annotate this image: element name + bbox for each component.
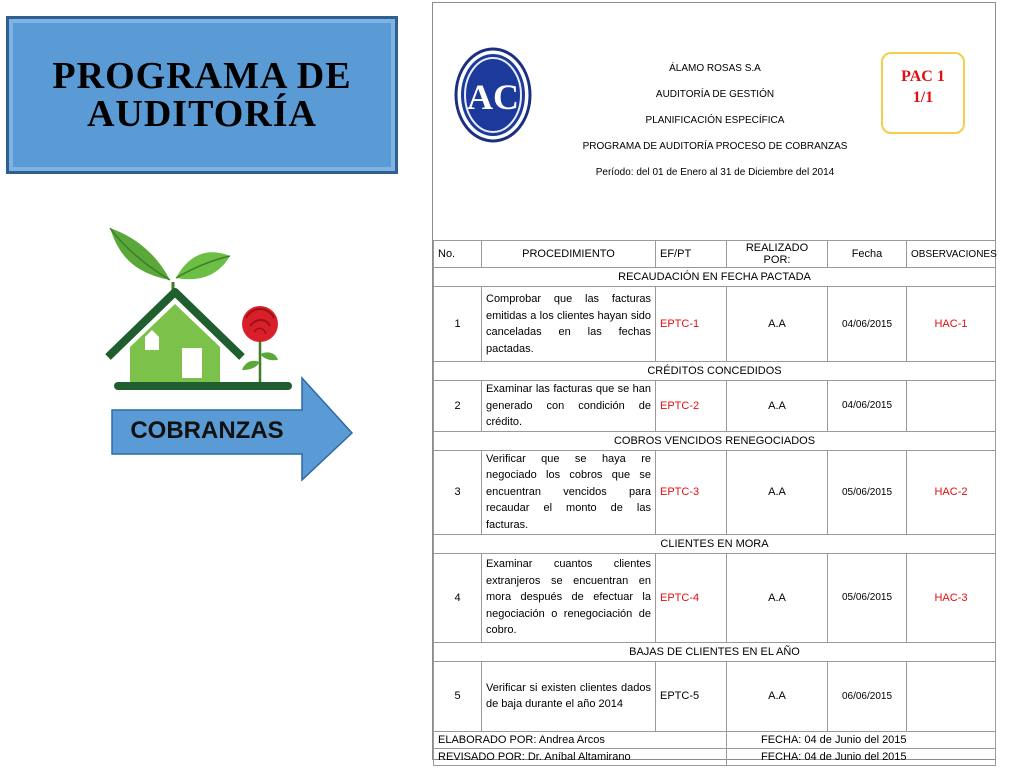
program-title-box (6, 16, 398, 174)
table-row (434, 553, 996, 642)
row-efpt: EPTC-3 (656, 450, 727, 534)
row-realizado-por: A.A (727, 553, 828, 642)
row-realizado-por: A.A (727, 287, 828, 362)
row-procedure: Examinar las facturas que se han generado con condición de crédito. (482, 381, 656, 432)
row-fecha: 05/06/2015 (828, 553, 907, 642)
row-efpt: EPTC-5 (656, 661, 727, 731)
row-fecha: 05/06/2015 (828, 450, 907, 534)
row-realizado-por: A.A (727, 661, 828, 731)
company-name: ÁLAMO ROSAS S.A (669, 63, 761, 74)
row-realizado-por: A.A (727, 381, 828, 432)
program-title-line1: PROGRAMA DE (52, 55, 352, 97)
row-observaciones (907, 381, 996, 432)
pac-reference-box (881, 52, 965, 134)
row-no: 1 (434, 287, 482, 362)
row-observaciones (907, 661, 996, 731)
section-row (434, 642, 996, 661)
row-observaciones: HAC-3 (907, 553, 996, 642)
audit-procedures-table (433, 240, 996, 766)
prepared-date: FECHA: 04 de Junio del 2015 (727, 731, 996, 748)
row-procedure: Verificar si existen clientes dados de baja durante el año 2014 (482, 661, 656, 731)
reviewed-date: FECHA: 04 de Junio del 2015 (727, 748, 996, 765)
row-observaciones: HAC-2 (907, 450, 996, 534)
table-header-row (434, 241, 996, 268)
table-row (434, 661, 996, 731)
row-procedure: Comprobar que las facturas emitidas a los clientes hayan sido canceladas en las fechas pactadas. (482, 287, 656, 362)
program-title-line2: AUDITORÍA (86, 93, 317, 135)
row-no: 4 (434, 553, 482, 642)
section-row (434, 534, 996, 553)
section-title: BAJAS DE CLIENTES EN EL AÑO (434, 642, 996, 661)
phase-name: PLANIFICACIÓN ESPECÍFICA (645, 115, 785, 126)
pac-code: PAC 1 (901, 68, 945, 85)
section-title: CRÉDITOS CONCEDIDOS (434, 362, 996, 381)
row-procedure: Verificar que se haya re negociado los cobros que se encuentran vencidos para recaudar el monto de las facturas. (482, 450, 656, 534)
table-row (434, 287, 996, 362)
leaf-icon (110, 228, 230, 294)
row-fecha: 04/06/2015 (828, 287, 907, 362)
program-title (52, 57, 351, 133)
section-row (434, 362, 996, 381)
section-row (434, 268, 996, 287)
period-text: Período: del 01 de Enero al 31 de Diciembre del 2014 (595, 167, 835, 178)
row-procedure: Examinar cuantos clientes extranjeros se encuentran en mora después de efectuar la negociación o renegociación de cobro. (482, 553, 656, 642)
row-no: 2 (434, 381, 482, 432)
header-fecha: Fecha (828, 241, 907, 268)
company-logo (453, 45, 533, 145)
program-name: PROGRAMA DE AUDITORÍA PROCESO DE COBRANZAS (582, 141, 848, 152)
table-row (434, 450, 996, 534)
header-realizado-por: REALIZADO POR: (727, 241, 828, 268)
header-efpt: EF/PT (656, 241, 727, 268)
row-efpt: EPTC-4 (656, 553, 727, 642)
header-procedure: PROCEDIMIENTO (482, 241, 656, 268)
footer-row-prepared (434, 731, 996, 748)
row-fecha: 06/06/2015 (828, 661, 907, 731)
pac-page: 1/1 (912, 89, 934, 106)
prepared-by: ELABORADO POR: Andrea Arcos (434, 731, 727, 748)
department-name: AUDITORÍA DE GESTIÓN (655, 89, 775, 100)
row-no: 5 (434, 661, 482, 731)
footer-row-reviewed (434, 748, 996, 765)
row-fecha: 04/06/2015 (828, 381, 907, 432)
rose-icon (242, 306, 278, 382)
row-efpt: EPTC-1 (656, 287, 727, 362)
header-observaciones: OBSERVACIONES (907, 241, 996, 268)
row-no: 3 (434, 450, 482, 534)
reviewed-by: REVISADO POR: Dr. Aníbal Altamirano (434, 748, 727, 765)
row-efpt: EPTC-2 (656, 381, 727, 432)
section-title: COBROS VENCIDOS RENEGOCIADOS (434, 431, 996, 450)
cobranzas-label: COBRANZAS (130, 417, 284, 444)
document-header (540, 56, 890, 186)
row-observaciones: HAC-1 (907, 287, 996, 362)
table-row (434, 381, 996, 432)
company-logo-text: AC (467, 77, 519, 117)
row-realizado-por: A.A (727, 450, 828, 534)
section-row (434, 431, 996, 450)
section-title: RECAUDACIÓN EN FECHA PACTADA (434, 268, 996, 287)
section-title: CLIENTES EN MORA (434, 534, 996, 553)
header-no: No. (434, 241, 482, 268)
